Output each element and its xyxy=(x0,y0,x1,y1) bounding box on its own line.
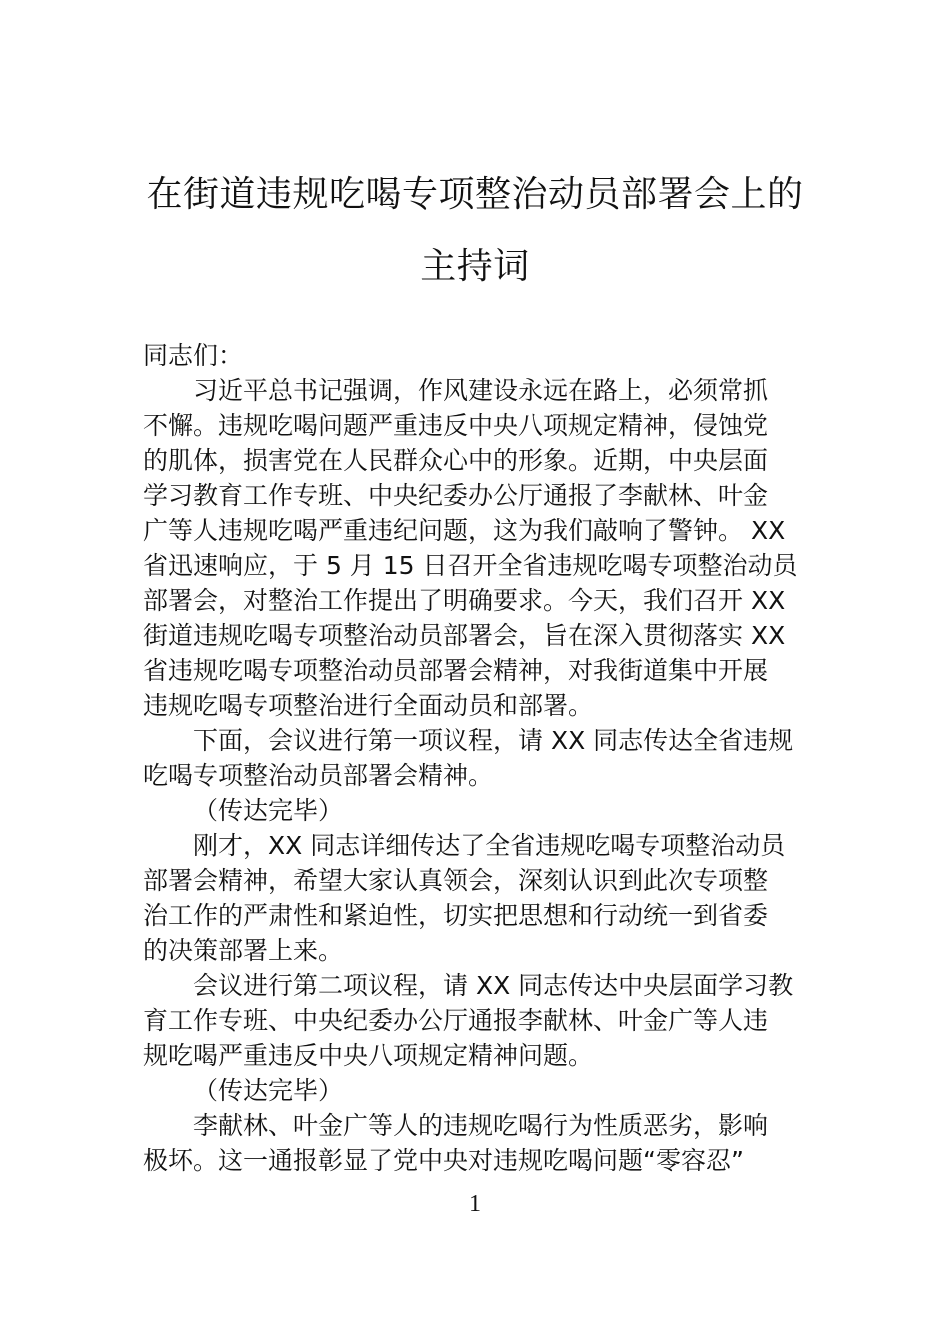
body-line: 部署会精神，希望大家认真领会，深刻认识到此次专项整 xyxy=(143,866,769,895)
body-line: 广等人违规吃喝严重违纪问题，这为我们敲响了警钟。 XX xyxy=(143,516,786,545)
body-line: 违规吃喝专项整治进行全面动员和部署。 xyxy=(143,691,594,720)
body-line: 省违规吃喝专项整治动员部署会精神，对我街道集中开展 xyxy=(143,656,769,685)
body-line: 学习教育工作专班、中央纪委办公厅通报了李献林、叶金 xyxy=(143,481,769,510)
body-line: 李献林、叶金广等人的违规吃喝行为性质恶劣，影响 xyxy=(193,1111,769,1140)
body-line: 刚才，XX 同志详细传达了全省违规吃喝专项整治动员 xyxy=(193,831,786,860)
body-line: 会议进行第二项议程，请 XX 同志传达中央层面学习教 xyxy=(193,971,794,1000)
body-line: 街道违规吃喝专项整治动员部署会，旨在深入贯彻落实 XX xyxy=(143,621,786,650)
body-line: 的肌体，损害党在人民群众心中的形象。近期，中央层面 xyxy=(143,446,769,475)
body-line: 部署会，对整治工作提出了明确要求。今天，我们召开 XX xyxy=(143,586,786,615)
body-line: 的决策部署上来。 xyxy=(143,936,344,965)
body-line: 习近平总书记强调，作风建设永远在路上，必须常抓 xyxy=(193,376,769,405)
body-line: 省迅速响应，于 5 月 15 日召开全省违规吃喝专项整治动员 xyxy=(143,551,798,580)
body-line: （传达完毕） xyxy=(193,1076,344,1105)
body-line: 吃喝专项整治动员部署会精神。 xyxy=(143,761,494,790)
body-line: 不懈。违规吃喝问题严重违反中央八项规定精神，侵蚀党 xyxy=(143,411,769,440)
page-number: 1 xyxy=(469,1191,481,1217)
body-line: 同志们： xyxy=(143,341,244,370)
body-line: 下面，会议进行第一项议程，请 XX 同志传达全省违规 xyxy=(193,726,794,755)
document-body xyxy=(143,338,807,1178)
document-title-line-2: 主持词 xyxy=(420,246,530,287)
document-title-line-1: 在街道违规吃喝专项整治动员部署会上的 xyxy=(146,174,804,215)
body-line: 治工作的严肃性和紧迫性，切实把思想和行动统一到省委 xyxy=(143,901,769,930)
body-line: 育工作专班、中央纪委办公厅通报李献林、叶金广等人违 xyxy=(143,1006,769,1035)
body-line: （传达完毕） xyxy=(193,796,344,825)
body-line: 极坏。这一通报彰显了党中央对违规吃喝问题“零容忍” xyxy=(143,1146,744,1175)
body-line: 规吃喝严重违反中央八项规定精神问题。 xyxy=(143,1041,594,1070)
